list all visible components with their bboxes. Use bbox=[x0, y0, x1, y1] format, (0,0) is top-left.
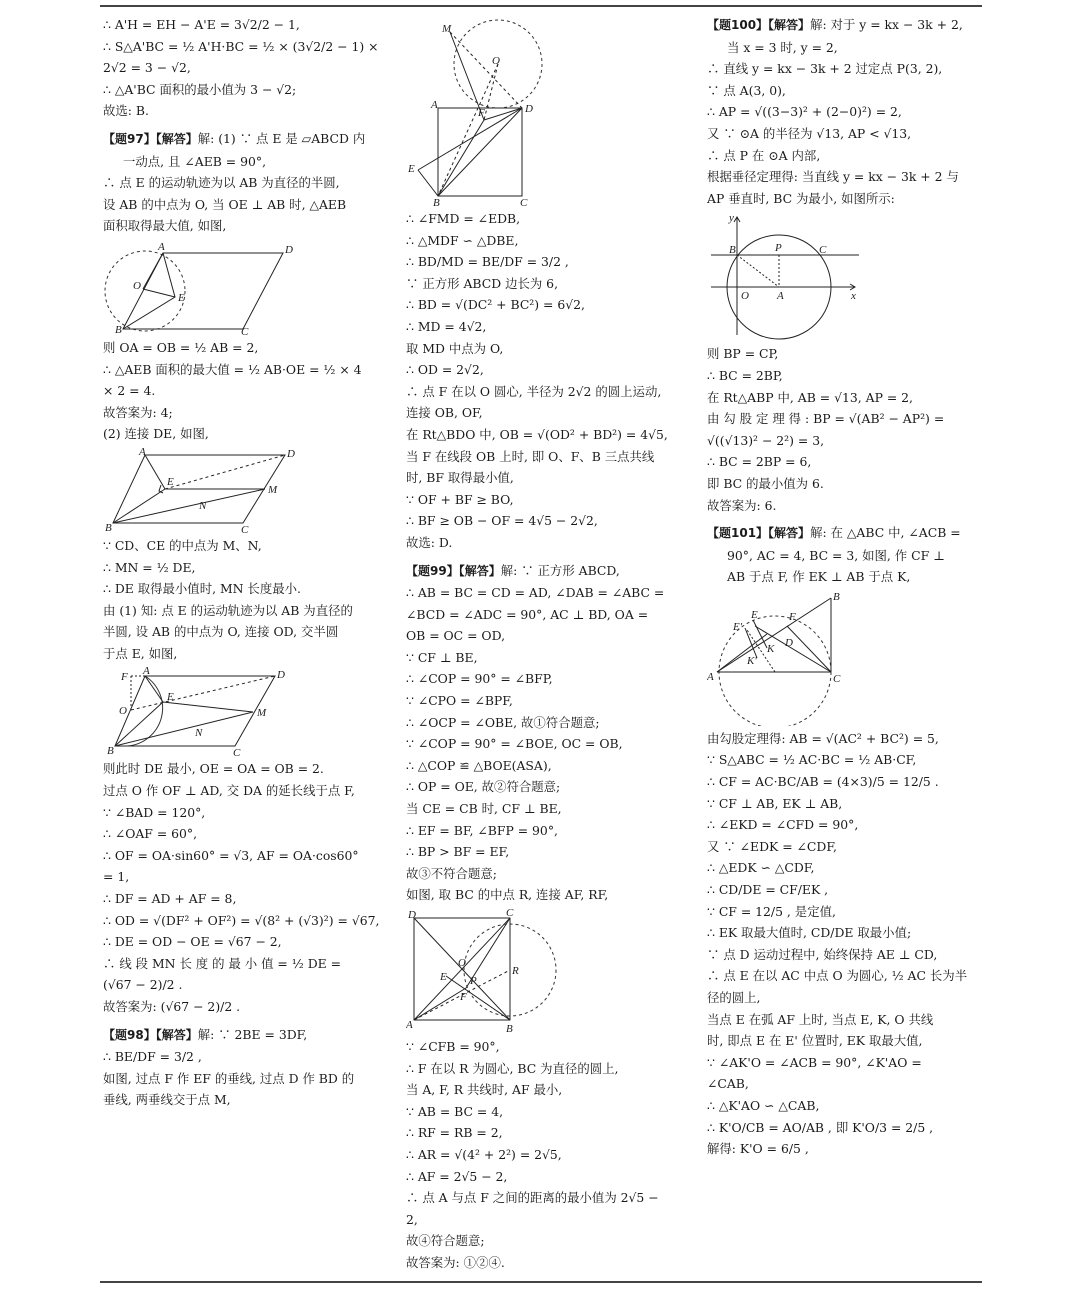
text-line: 过点 O 作 OF ⊥ AD, 交 DA 的延长线于点 F, bbox=[103, 783, 355, 799]
text-line: ∴ OD = √(DF² + OF²) = √(8² + (√3)²) = √67, bbox=[103, 912, 380, 928]
figure-label: D bbox=[525, 103, 533, 115]
column-3 bbox=[707, 14, 984, 1160]
text-line: 90°, AC = 4, BC = 3, 如图, 作 CF ⊥ bbox=[727, 547, 945, 563]
figure-97c bbox=[103, 666, 303, 756]
figure-label: B bbox=[729, 244, 736, 257]
text-line: ∴ ∠EKD = ∠CFD = 90°, bbox=[707, 817, 859, 833]
figure-label: O bbox=[119, 705, 127, 718]
text-line: ∴ △A'BC 面积的最小值为 3 − √2; bbox=[103, 81, 297, 97]
figure-label: C bbox=[833, 672, 841, 685]
figure-label: O bbox=[133, 279, 141, 292]
text-line: ∴ △MDF ∽ △DBE, bbox=[406, 232, 519, 248]
text-line: 又 ∵ ⊙A 的半径为 √13, AP < √13, bbox=[707, 125, 912, 141]
figure-label: A bbox=[707, 670, 714, 683]
text-line: √((√13)² − 2²) = 3, bbox=[707, 432, 825, 448]
text-line: 由 (1) 知: 点 E 的运动轨迹为以 AB 为直径的 bbox=[103, 602, 353, 618]
text-line: ∵ 正方形 ABCD 边长为 6, bbox=[406, 275, 559, 291]
text-line: OB = OC = OD, bbox=[406, 628, 506, 644]
bottom-rule bbox=[100, 1281, 982, 1283]
figure-label: P bbox=[775, 242, 782, 255]
figure-label: A bbox=[158, 240, 165, 253]
text-line: ∵ S△ABC = ½ AC·BC = ½ AB·CF, bbox=[707, 752, 917, 768]
figure-99 bbox=[406, 908, 566, 1034]
text-line: 当 F 在线段 OB 上时, 即 O、F、B 三点共线 bbox=[406, 448, 655, 464]
figure-label: E bbox=[408, 163, 415, 175]
text-line: ∴ CF = AC·BC/AB = (4×3)/5 = 12/5 . bbox=[707, 774, 939, 790]
text-line: 于点 E, 如图, bbox=[103, 645, 178, 661]
text-line: = 1, bbox=[103, 869, 130, 885]
text-line: ∴ BD = √(DC² + BC²) = 6√2, bbox=[406, 297, 585, 313]
text-line: (√67 − 2)/2 . bbox=[103, 977, 183, 993]
text-line: ∵ CF = 12/5 , 是定值, bbox=[707, 903, 836, 919]
figure-101 bbox=[707, 590, 877, 726]
top-rule bbox=[100, 5, 982, 7]
text-line: ∴ A'H = EH − A'E = 3√2/2 − 1, bbox=[103, 17, 300, 32]
text-line: 故答案为: ①②④. bbox=[406, 1254, 505, 1270]
text-line: ∴ 点 A 与点 F 之间的距离的最小值为 2√5 − bbox=[406, 1190, 659, 1206]
text-line: 解得: K'O = 6/5 , bbox=[707, 1141, 809, 1157]
text-line: 2, bbox=[406, 1211, 418, 1227]
text-line: 故④符合题意; bbox=[406, 1233, 485, 1249]
text-line: 在 Rt△BDO 中, OB = √(OD² + BD²) = 4√5, bbox=[406, 426, 668, 442]
text-line: ∴ ∠OCP = ∠OBE, 故①符合题意; bbox=[406, 714, 600, 730]
text-line: 解: (1) ∵ 点 E 是 ▱ABCD 内 bbox=[197, 130, 366, 146]
problem-heading: 【题100】【解答】 bbox=[707, 18, 811, 32]
text-line: ∠BCD = ∠ADC = 90°, AC ⊥ BD, OA = bbox=[406, 606, 649, 622]
text-line: ∴ ∠OAF = 60°, bbox=[103, 826, 198, 842]
text-line: 面积取得最大值, 如图, bbox=[103, 218, 227, 234]
figure-label: C bbox=[819, 244, 827, 257]
figure-label: x bbox=[851, 290, 856, 303]
text-line: 根据垂径定理得: 当直线 y = kx − 3k + 2 与 bbox=[707, 169, 959, 185]
text-line: (2) 连接 DE, 如图, bbox=[103, 426, 209, 442]
text-line: 故③不符合题意; bbox=[406, 865, 497, 881]
text-line: ∵ OF + BF ≥ BO, bbox=[406, 491, 514, 507]
text-line: ∵ CD、CE 的中点为 M、N, bbox=[103, 537, 262, 553]
figure-label: N bbox=[195, 727, 203, 740]
figure-label: B bbox=[115, 323, 122, 335]
text-line: ∵ CF ⊥ AB, EK ⊥ AB, bbox=[707, 795, 843, 811]
figure-97b bbox=[103, 447, 303, 533]
text-line: 在 Rt△ABP 中, AB = √13, AP = 2, bbox=[707, 389, 913, 405]
text-line: ∴ DE = OD − OE = √67 − 2, bbox=[103, 934, 282, 950]
figure-label: N bbox=[199, 499, 207, 512]
text-line: ∴ BF ≥ OB − OF = 4√5 − 2√2, bbox=[406, 513, 598, 529]
text-line: 径的圆上, bbox=[707, 990, 761, 1005]
figure-label: F bbox=[121, 671, 128, 684]
problem-heading: 【题101】【解答】 bbox=[707, 526, 811, 541]
text-line: 垂线, 两垂线交于点 M, bbox=[103, 1092, 231, 1108]
text-line: 则此时 DE 最小, OE = OA = OB = 2. bbox=[103, 761, 324, 777]
text-line: ∴ BP > BF = EF, bbox=[406, 844, 510, 860]
text-line: 即 BC 的最小值为 6. bbox=[707, 475, 824, 491]
figure-label: E' bbox=[733, 620, 743, 633]
figure-label: F bbox=[789, 610, 796, 623]
text-line: ∴ CD/DE = CF/EK , bbox=[707, 882, 829, 898]
text-line: ∴ ∠COP = 90° = ∠BFP, bbox=[406, 671, 553, 687]
figure-label: D bbox=[287, 447, 295, 460]
text-line: ∴ BC = 2BP = 6, bbox=[707, 454, 812, 470]
figure-label: D bbox=[408, 909, 416, 921]
text-line: ∴ EF = BF, ∠BFP = 90°, bbox=[406, 822, 558, 838]
text-line: 连接 OB, OF, bbox=[406, 405, 483, 421]
figure-label: A bbox=[143, 666, 150, 678]
text-line: 当 CE = CB 时, CF ⊥ BE, bbox=[406, 801, 562, 817]
text-line: ∴ ∠FMD = ∠EDB, bbox=[406, 211, 521, 226]
text-line: ∴ EK 取最大值时, CD/DE 取最小值; bbox=[707, 925, 912, 941]
figure-label: A bbox=[139, 446, 146, 458]
text-line: ∵ ∠AK'O = ∠ACB = 90°, ∠K'AO = bbox=[707, 1054, 922, 1070]
text-line: ∴ F 在以 R 为圆心, BC 为直径的圆上, bbox=[406, 1060, 619, 1076]
text-line: ∴ △EDK ∽ △CDF, bbox=[707, 860, 815, 876]
problem-heading: 【题97】【解答】 bbox=[103, 131, 198, 146]
text-line: 故选: B. bbox=[103, 103, 149, 119]
text-line: ∴ 直线 y = kx − 3k + 2 过定点 P(3, 2), bbox=[707, 61, 943, 77]
text-line: 如图, 取 BC 的中点 R, 连接 AF, RF, bbox=[406, 887, 609, 903]
figure-label: B bbox=[506, 1023, 513, 1034]
column-2 bbox=[406, 14, 683, 1274]
text-line: ∴ 点 E 在以 AC 中点 O 为圆心, ½ AC 长为半 bbox=[707, 968, 968, 984]
text-line: ∴ BC = 2BP, bbox=[707, 367, 783, 383]
text-line: ∴ △K'AO ∽ △CAB, bbox=[707, 1097, 820, 1113]
text-line: ∴ 点 F 在以 O 圆心, 半径为 2√2 的圆上运动, bbox=[406, 383, 662, 399]
text-line: ∴ BD/MD = BE/DF = 3/2 , bbox=[406, 254, 569, 270]
text-line: 由 勾 股 定 理 得 : BP = √(AB² − AP²) = bbox=[707, 411, 945, 427]
text-line: ∵ ∠BAD = 120°, bbox=[103, 804, 206, 820]
figure-label: M bbox=[268, 483, 278, 496]
text-line: 设 AB 的中点为 O, 当 OE ⊥ AB 时, △AEB bbox=[103, 196, 347, 212]
text-line: AB 于点 F, 作 EK ⊥ AB 于点 K, bbox=[727, 569, 911, 585]
text-line: ∵ ∠COP = 90° = ∠BOE, OC = OB, bbox=[406, 736, 623, 752]
text-line: 故选: D. bbox=[406, 534, 453, 550]
figure-label: O bbox=[492, 55, 500, 67]
figure-label: C bbox=[241, 325, 249, 335]
text-line: ∴ 点 P 在 ⊙A 内部, bbox=[707, 147, 821, 163]
figure-label: B bbox=[107, 745, 114, 757]
text-line: ∴ △AEB 面积的最大值 = ½ AB·OE = ½ × 4 bbox=[103, 361, 362, 377]
text-line: 时, BF 取得最小值, bbox=[406, 470, 514, 486]
text-line: ∵ AB = BC = 4, bbox=[406, 1103, 504, 1119]
text-line: ∵ 点 A(3, 0), bbox=[707, 82, 786, 98]
figure-label: D bbox=[785, 636, 793, 649]
text-line: ∴ 点 E 的运动轨迹为以 AB 为直径的半圆, bbox=[103, 175, 340, 191]
figure-label: B bbox=[105, 521, 112, 533]
column-1 bbox=[103, 14, 380, 1111]
figure-label: R bbox=[512, 965, 519, 977]
text-line: ∵ CF ⊥ BE, bbox=[406, 649, 478, 665]
figure-label: E bbox=[751, 608, 758, 621]
text-line: 取 MD 中点为 O, bbox=[406, 340, 504, 356]
text-line: ∴ MN = ½ DE, bbox=[103, 559, 196, 575]
figure-label: O bbox=[458, 957, 466, 969]
figure-label: C bbox=[241, 523, 249, 533]
text-line: 当 x = 3 时, y = 2, bbox=[727, 39, 838, 55]
figure-label: E bbox=[440, 971, 447, 983]
text-line: 当点 E 在弧 AF 上时, 当点 E, K, O 共线 bbox=[707, 1011, 934, 1027]
text-line: ∴ AB = BC = CD = AD, ∠DAB = ∠ABC = bbox=[406, 585, 665, 601]
figure-100 bbox=[707, 211, 867, 341]
text-line: 则 OA = OB = ½ AB = 2, bbox=[103, 339, 259, 355]
figure-label: K' bbox=[747, 654, 757, 667]
figure-label: F bbox=[478, 107, 485, 119]
text-line: 故答案为: 6. bbox=[707, 497, 777, 513]
figure-label: A bbox=[431, 99, 438, 111]
text-line: 故答案为: 4; bbox=[103, 404, 173, 420]
figure-label: M bbox=[442, 23, 452, 35]
text-line: 则 BP = CP, bbox=[707, 346, 779, 362]
figure-label: M bbox=[257, 707, 267, 720]
text-line: 由勾股定理得: AB = √(AC² + BC²) = 5, bbox=[707, 730, 939, 746]
figure-label: C bbox=[506, 908, 514, 919]
text-line: ∵ ∠CPO = ∠BPF, bbox=[406, 693, 513, 709]
figure-label: D bbox=[285, 243, 293, 256]
text-line: ∴ AR = √(4² + 2²) = 2√5, bbox=[406, 1146, 562, 1162]
figure-label: B bbox=[833, 590, 840, 603]
text-line: 当 A, F, R 共线时, AF 最小, bbox=[406, 1082, 563, 1098]
text-line: ∴ K'O/CB = AO/AB , 即 K'O/3 = 2/5 , bbox=[707, 1119, 934, 1135]
text-line: ∴ S△A'BC = ½ A'H·BC = ½ × (3√2/2 − 1) × bbox=[103, 38, 379, 54]
figure-label: E bbox=[167, 475, 174, 488]
figure-label: O bbox=[741, 290, 749, 303]
figure-label: A bbox=[406, 1019, 413, 1031]
text-line: AP 垂直时, BC 为最小, 如图所示: bbox=[707, 190, 895, 206]
text-line: ∴ △COP ≌ △BOE(ASA), bbox=[406, 757, 552, 773]
figure-98 bbox=[406, 16, 566, 206]
text-line: ∵ ∠CFB = 90°, bbox=[406, 1039, 500, 1054]
figure-label: E bbox=[167, 691, 174, 704]
text-line: ∠CAB, bbox=[707, 1076, 749, 1092]
figure-label: y bbox=[729, 212, 734, 225]
figure-label: C bbox=[233, 747, 241, 757]
text-line: × 2 = 4. bbox=[103, 383, 156, 399]
text-line: ∴ OP = OE, 故②符合题意; bbox=[406, 779, 561, 795]
figure-label: F bbox=[460, 991, 467, 1003]
text-line: ∴ 线 段 MN 长 度 的 最 小 值 = ½ DE = bbox=[103, 955, 341, 971]
text-line: ∴ OF = OA·sin60° = √3, AF = OA·cos60° bbox=[103, 847, 359, 863]
problem-heading: 【题99】【解答】 bbox=[406, 563, 501, 578]
text-line: ∴ DF = AD + AF = 8, bbox=[103, 891, 237, 907]
text-line: ∴ AF = 2√5 − 2, bbox=[406, 1168, 508, 1184]
text-line: 解: ∵ 2BE = 3DF, bbox=[197, 1026, 308, 1042]
text-line: ∴ BE/DF = 3/2 , bbox=[103, 1049, 202, 1065]
text-line: ∴ DE 取得最小值时, MN 长度最小. bbox=[103, 581, 301, 597]
figure-label: P bbox=[470, 975, 477, 987]
figure-label: C bbox=[520, 197, 528, 206]
text-line: 2√2 = 3 − √2, bbox=[103, 60, 191, 76]
figure-label: B bbox=[433, 197, 440, 206]
text-line: 如图, 过点 F 作 EF 的垂线, 过点 D 作 BD 的 bbox=[103, 1070, 355, 1086]
figure-label: D bbox=[277, 669, 285, 682]
figure-label: E bbox=[178, 291, 185, 304]
text-line: ∵ 点 D 运动过程中, 始终保持 AE ⊥ CD, bbox=[707, 946, 938, 962]
text-line: 解: ∵ 正方形 ABCD, bbox=[500, 562, 620, 578]
text-line: ∴ OD = 2√2, bbox=[406, 362, 484, 378]
text-line: ∴ AP = √((3−3)² + (2−0)²) = 2, bbox=[707, 104, 902, 120]
text-line: 一动点, 且 ∠AEB = 90°, bbox=[123, 153, 267, 169]
text-line: ∴ RF = RB = 2, bbox=[406, 1125, 503, 1141]
text-line: ∴ MD = 4√2, bbox=[406, 318, 487, 334]
text-line: 时, 即点 E 在 E' 位置时, EK 取最大值, bbox=[707, 1033, 923, 1049]
text-line: 解: 在 △ABC 中, ∠ACB = bbox=[810, 525, 961, 541]
figure-label: A bbox=[777, 290, 784, 303]
text-line: 又 ∵ ∠EDK = ∠CDF, bbox=[707, 838, 837, 854]
text-line: 解: 对于 y = kx − 3k + 2, bbox=[810, 17, 963, 32]
text-line: 半圆, 设 AB 的中点为 O, 连接 OD, 交半圆 bbox=[103, 624, 339, 640]
text-line: 故答案为: (√67 − 2)/2 . bbox=[103, 999, 241, 1014]
problem-heading: 【题98】【解答】 bbox=[103, 1027, 198, 1042]
figure-label: K bbox=[767, 642, 775, 655]
figure-97a bbox=[103, 239, 303, 335]
